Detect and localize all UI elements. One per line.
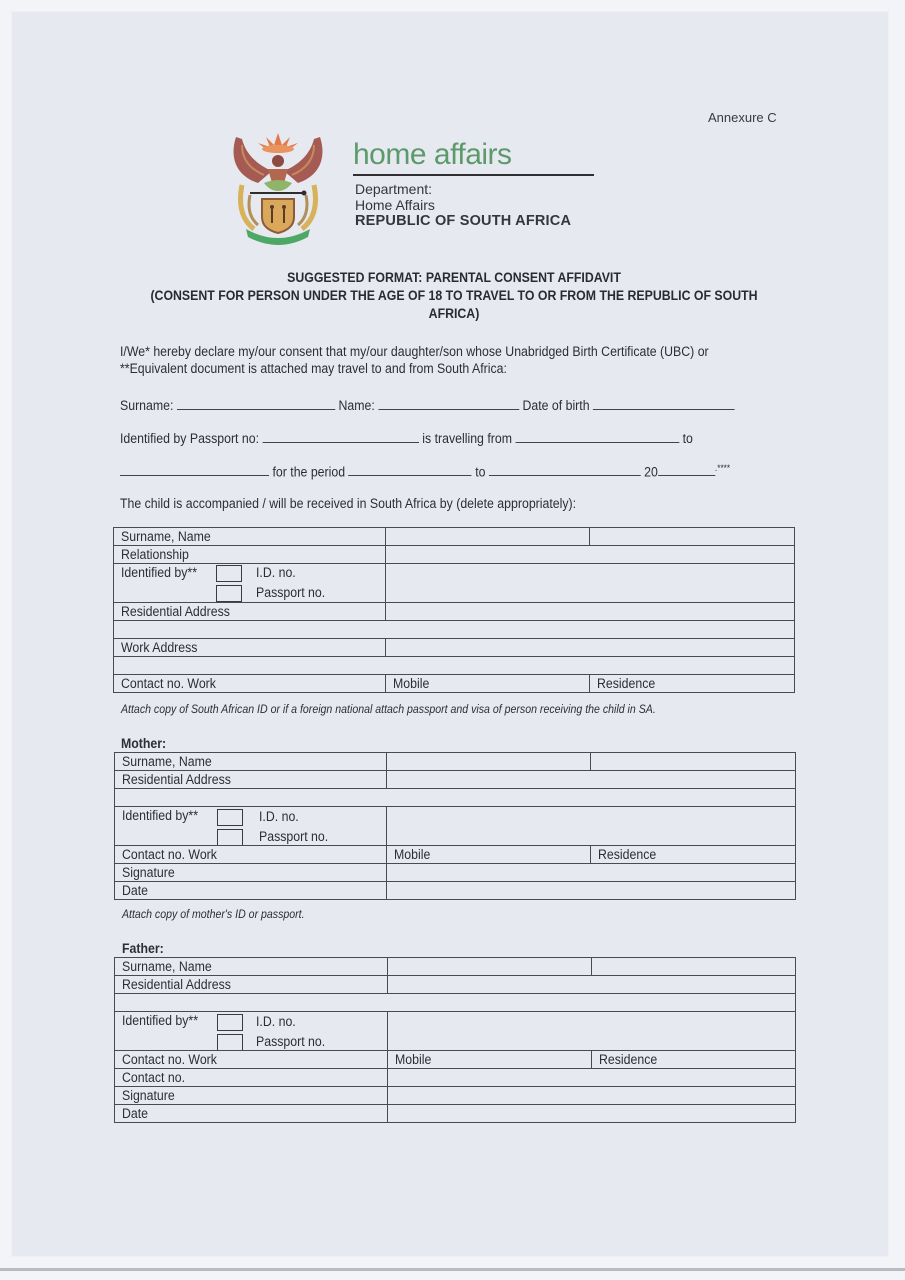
surname-label: Surname:	[120, 398, 174, 413]
mother-id-number-cell[interactable]	[387, 807, 796, 846]
receiver-relationship-cell[interactable]	[386, 546, 795, 564]
year-prefix: 20	[644, 464, 658, 480]
mother-name-cell[interactable]	[591, 753, 796, 771]
father-residential-address-cell[interactable]	[388, 976, 796, 994]
travelling-from-label: is travelling from	[422, 431, 512, 446]
mother-mobile-cell[interactable]: Mobile	[387, 846, 591, 864]
surname-field[interactable]	[177, 397, 335, 410]
receiver-surname-cell[interactable]	[386, 528, 590, 546]
accompanied-text: The child is accompanied / will be received in South Africa by (delete appropriately):	[120, 496, 577, 511]
receiver-passport-label: Passport no.	[256, 585, 326, 600]
father-surname-cell[interactable]	[388, 958, 592, 976]
table-row	[115, 864, 796, 882]
father-id-label: I.D. no.	[256, 1014, 296, 1029]
mother-surname-name-label: Surname, Name	[115, 753, 387, 771]
mother-table	[114, 752, 796, 900]
table-row	[115, 1012, 796, 1051]
department-label: Department:	[355, 181, 433, 197]
father-heading: Father:	[122, 941, 164, 956]
receiver-relationship-label: Relationship	[114, 546, 386, 564]
father-residence-cell[interactable]: Residence	[592, 1051, 796, 1069]
father-mobile-cell[interactable]: Mobile	[388, 1051, 592, 1069]
table-row	[114, 657, 795, 675]
department-block	[355, 181, 571, 229]
father-contact-no-label: Contact no.	[115, 1069, 388, 1087]
page-shadow	[0, 1268, 905, 1271]
receiver-contact-work-cell[interactable]: Contact no. Work	[114, 675, 386, 693]
table-row	[115, 1051, 796, 1069]
declaration-line-2: **Equivalent document is attached may travel to and from South Africa:	[120, 361, 507, 376]
period-start-field[interactable]	[349, 463, 472, 476]
father-id-number-cell[interactable]	[388, 1012, 796, 1051]
mother-passport-checkbox[interactable]	[217, 829, 243, 846]
country-name: REPUBLIC OF SOUTH AFRICA	[355, 213, 572, 229]
name-field[interactable]	[378, 397, 519, 410]
table-row	[114, 546, 795, 564]
father-contact-no-cell[interactable]	[388, 1069, 796, 1087]
mother-heading: Mother:	[121, 736, 167, 751]
document-title	[138, 269, 771, 323]
receiver-table	[113, 527, 795, 693]
south-africa-coat-of-arms-icon	[228, 125, 328, 245]
title-line-3: AFRICA)	[428, 306, 480, 321]
father-name-cell[interactable]	[592, 958, 796, 976]
table-row	[114, 675, 795, 693]
annexure-label: Annexure C	[708, 110, 777, 125]
table-row	[114, 639, 795, 657]
mother-surname-cell[interactable]	[387, 753, 591, 771]
mother-residential-address-line-2[interactable]	[115, 789, 796, 807]
mother-residential-address-cell[interactable]	[387, 771, 796, 789]
receiver-surname-name-label: Surname, Name	[114, 528, 386, 546]
father-identified-by-label: Identified by** I.D. no. Passport no.	[115, 1012, 388, 1051]
father-id-checkbox[interactable]	[217, 1014, 243, 1031]
table-row	[114, 603, 795, 621]
to-label: to	[682, 431, 693, 446]
table-row	[115, 882, 796, 900]
destination-field[interactable]	[120, 463, 269, 476]
receiver-residential-address-line-2[interactable]	[114, 621, 795, 639]
father-contact-work-cell[interactable]: Contact no. Work	[115, 1051, 388, 1069]
father-passport-label: Passport no.	[256, 1034, 326, 1049]
mother-signature-label: Signature	[115, 864, 387, 882]
for-period-label: for the period	[272, 464, 346, 480]
father-table	[114, 957, 796, 1123]
declaration-paragraph	[120, 343, 796, 377]
receiver-name-cell[interactable]	[590, 528, 795, 546]
father-signature-cell[interactable]	[388, 1087, 796, 1105]
father-residential-address-line-2[interactable]	[115, 994, 796, 1012]
mother-id-label: I.D. no.	[259, 809, 299, 824]
year-suffix: .****	[714, 463, 731, 473]
table-row	[115, 1069, 796, 1087]
dob-label: Date of birth	[522, 398, 590, 413]
mother-identified-by-label: Identified by** I.D. no. Passport no.	[115, 807, 387, 846]
table-row	[115, 976, 796, 994]
brand-wordmark: home affairs	[353, 138, 512, 171]
table-row	[114, 564, 795, 603]
receiver-residence-cell[interactable]: Residence	[590, 675, 795, 693]
receiver-id-checkbox[interactable]	[216, 565, 242, 582]
receiver-work-address-cell[interactable]	[386, 639, 795, 657]
receiver-identified-by-label: Identified by** I.D. no. Passport no.	[114, 564, 386, 603]
mother-id-checkbox[interactable]	[217, 809, 243, 826]
mother-date-label: Date	[115, 882, 387, 900]
table-row	[115, 753, 796, 771]
period-end-field[interactable]	[489, 463, 641, 476]
table-row	[115, 958, 796, 976]
year-field[interactable]	[658, 463, 715, 476]
table-row	[115, 807, 796, 846]
receiver-work-address-label: Work Address	[114, 639, 386, 657]
receiver-id-label: I.D. no.	[256, 565, 296, 580]
table-row	[114, 621, 795, 639]
father-residential-address-label: Residential Address	[115, 976, 388, 994]
period-to-label: to	[475, 464, 486, 480]
father-signature-label: Signature	[115, 1087, 388, 1105]
father-passport-checkbox[interactable]	[217, 1034, 243, 1051]
receiver-passport-checkbox[interactable]	[216, 585, 242, 602]
receiver-work-address-line-2[interactable]	[114, 657, 795, 675]
mother-contact-work-cell[interactable]: Contact no. Work	[115, 846, 387, 864]
father-date-cell[interactable]	[388, 1105, 796, 1123]
father-date-label: Date	[115, 1105, 388, 1123]
table-row	[115, 1087, 796, 1105]
title-line-2: (CONSENT FOR PERSON UNDER THE AGE OF 18 TO TRAVEL TO OR FROM THE REPUBLIC OF SOUTH	[150, 288, 758, 303]
table-row	[115, 789, 796, 807]
father-surname-name-label: Surname, Name	[115, 958, 388, 976]
title-line-1: SUGGESTED FORMAT: PARENTAL CONSENT AFFIDAVIT	[287, 270, 621, 285]
dob-field[interactable]	[593, 397, 735, 410]
receiver-note: Attach copy of South African ID or if a foreign national attach passport and visa of person receiving the child in SA.	[121, 704, 656, 716]
mother-residential-address-label: Residential Address	[115, 771, 387, 789]
passport-field[interactable]	[262, 430, 418, 443]
passport-label: Identified by Passport no:	[120, 431, 260, 446]
period-line	[120, 463, 730, 479]
mother-passport-label: Passport no.	[259, 829, 329, 844]
brand-underline	[353, 174, 594, 176]
table-row	[114, 528, 795, 546]
table-row	[115, 994, 796, 1012]
receiver-residential-address-label: Residential Address	[114, 603, 386, 621]
mother-signature-cell[interactable]	[387, 864, 796, 882]
receiver-residential-address-cell[interactable]	[386, 603, 795, 621]
from-field[interactable]	[515, 430, 679, 443]
receiver-id-number-cell[interactable]	[386, 564, 795, 603]
mother-residence-cell[interactable]: Residence	[591, 846, 796, 864]
mother-note: Attach copy of mother's ID or passport.	[122, 909, 305, 921]
department-name: Home Affairs	[355, 197, 435, 213]
passport-travel-line	[120, 430, 693, 446]
table-row	[115, 846, 796, 864]
child-details-line	[120, 397, 735, 413]
mother-date-cell[interactable]	[387, 882, 796, 900]
declaration-line-1: I/We* hereby declare my/our consent that my/our daughter/son whose Unabridged Birth Certificate (UBC) or	[120, 344, 709, 359]
table-row	[115, 771, 796, 789]
receiver-mobile-cell[interactable]: Mobile	[386, 675, 590, 693]
name-label: Name:	[338, 398, 375, 413]
table-row	[115, 1105, 796, 1123]
